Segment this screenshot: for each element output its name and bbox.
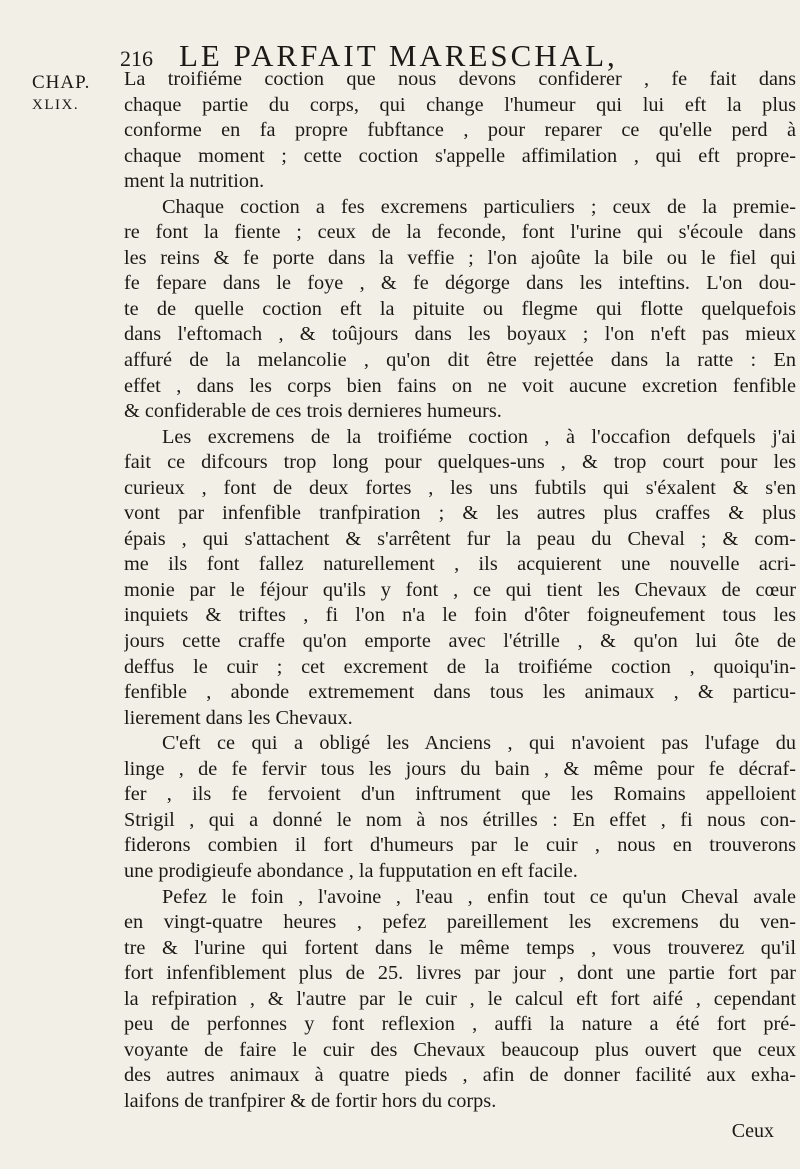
text-line: vont par infenfible tranfpiration ; & les autres plus craffes & plus (124, 502, 796, 525)
text-line: Strigil , qui a donné le nom à nos étrilles : En effet , fi nous con- (124, 808, 796, 831)
text-line: re font la fiente ; ceux de la feconde, font l'urine qui s'écoule dans (124, 221, 796, 244)
text-line: & confiderable de ces trois dernieres humeurs. (124, 400, 502, 423)
text-line: dans l'eftomach , & toûjours dans les boyaux ; l'on n'eft pas mieux (124, 323, 796, 346)
text-line: chaque partie du corps, qui change l'humeur qui lui eft la plus (124, 93, 796, 116)
text-line: fort infenfiblement plus de 25. livres par jour , dont une partie fort par (124, 962, 796, 985)
page-number: 216 (120, 46, 153, 71)
catchword: Ceux (731, 1120, 774, 1142)
text-line: conforme en fa propre fubftance , pour reparer ce qu'elle perd à (124, 119, 796, 142)
chapter-margin-number: XLIX. (32, 97, 80, 113)
text-line: C'eft ce qui a obligé les Anciens , qui n'avoient pas l'ufage du (162, 732, 796, 755)
text-line: fiderons combien il fort d'humeurs par le cuir , nous en trouverons (124, 834, 796, 857)
text-line: me ils font fallez naturellement , ils acquierent une nouvelle acri- (124, 553, 796, 576)
text-line: une prodigieufe abondance , la fupputation en eft facile. (124, 859, 578, 882)
text-line: fenfible , abonde extremement dans tous les animaux , & particu- (124, 681, 796, 704)
text-line: chaque moment ; cette coction s'appelle affimilation , qui eft propre- (124, 144, 796, 167)
text-line: fer , ils fe fervoient d'un inftrument que les Romains appelloient (124, 783, 796, 806)
body-text (124, 67, 796, 1114)
text-line: fait ce difcours trop long pour quelques-uns , & trop court pour les (124, 451, 796, 474)
text-line: voyante de faire le cuir des Chevaux beaucoup plus ouvert que ceux (124, 1038, 796, 1061)
text-line: Chaque coction a fes excremens particuliers ; ceux de la premie- (162, 195, 796, 218)
text-line: en vingt-quatre heures , pefez pareillement les excremens du ven- (124, 911, 796, 934)
text-line: Les excremens de la troifiéme coction , à l'occafion defquels j'ai (162, 425, 796, 448)
text-line: tre & l'urine qui fortent dans le même temps , vous trouverez qu'il (124, 936, 796, 959)
text-line: épais , qui s'attachent & s'arrêtent fur la peau du Cheval ; & com- (124, 527, 796, 550)
text-line: affuré de la melancolie , qu'on dit être rejettée dans la ratte : En (124, 349, 796, 372)
text-line: laifons de tranfpirer & de fortir hors du corps. (124, 1089, 497, 1112)
chapter-margin-label: CHAP. (32, 72, 91, 93)
text-line: lierement dans les Chevaux. (124, 706, 353, 729)
text-line: La troifiéme coction que nous devons confiderer , fe fait dans (124, 68, 796, 90)
text-line: deffus le cuir ; cet excrement de la troifiéme coction , quoiqu'in- (124, 655, 796, 678)
text-line: monie par le féjour qu'ils y font , ce qui tient les Chevaux de cœur (124, 578, 796, 601)
text-line: peu de perfonnes y font reflexion , auffi la nature a été fort pré- (124, 1013, 796, 1036)
text-line: la refpiration , & l'autre par le cuir , le calcul eft fort aifé , cependant (124, 987, 796, 1010)
text-line: effet , dans les corps bien fains on ne voit aucune excretion fenfible (124, 374, 796, 397)
text-line: curieux , font de deux fortes , les uns fubtils qui s'éxalent & s'en (124, 476, 796, 499)
text-line: jours cette craffe qu'on emporte avec l'étrille , & qu'on lui ôte de (124, 630, 796, 653)
text-line: inquiets & triftes , fi l'on n'a le foin d'ôter foigneufement tous les (124, 604, 796, 627)
text-line: linge , de fe fervir tous les jours du bain , & même pour fe décraf- (124, 757, 796, 780)
running-title: LE PARFAIT MARESCHAL, (179, 38, 618, 73)
text-line: te de quelle coction eft la pituite ou flegme qui flotte quelquefois (124, 297, 796, 320)
text-line: les reins & fe porte dans la veffie ; l'on ajoûte la bile ou le fiel qui (124, 246, 796, 269)
text-line: fe fepare dans le foye , & fe dégorge dans les inteftins. L'on dou- (124, 272, 796, 295)
text-line: des autres animaux à quatre pieds , afin de donner facilité aux exha- (124, 1064, 796, 1087)
text-line: ment la nutrition. (124, 170, 265, 193)
text-line: Pefez le foin , l'avoine , l'eau , enfin tout ce qu'un Cheval avale (162, 885, 796, 908)
